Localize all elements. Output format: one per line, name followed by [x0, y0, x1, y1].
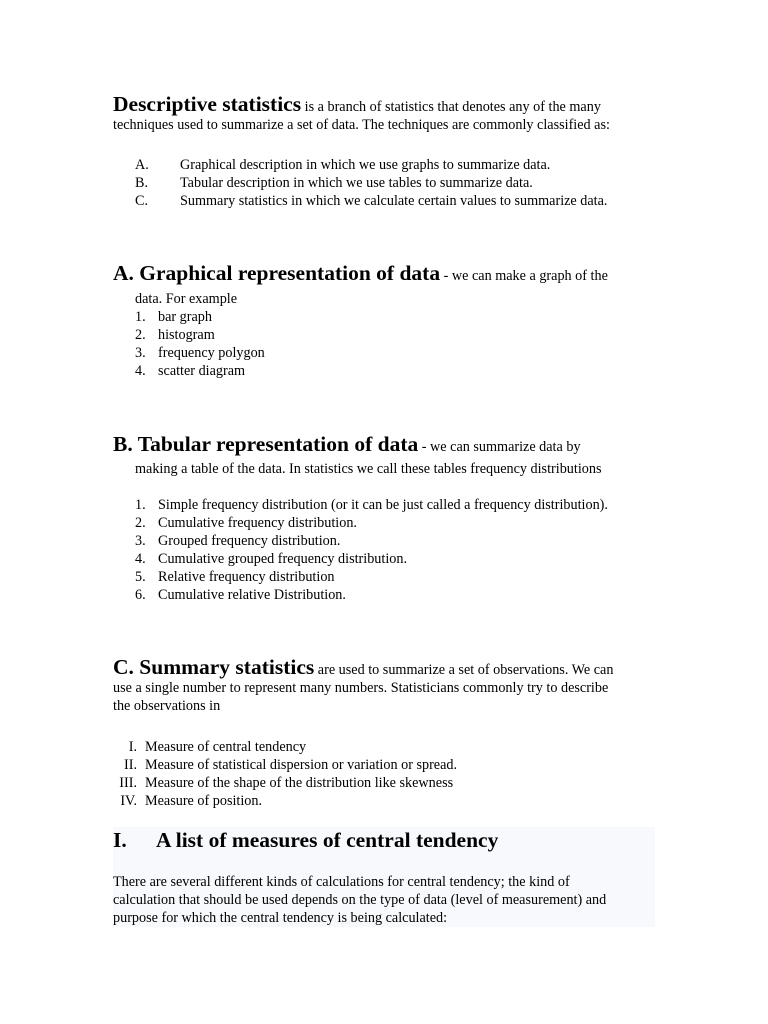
list-text: Cumulative frequency distribution.	[158, 515, 357, 531]
heading-number: I.	[113, 828, 127, 852]
list-text: Measure of the shape of the distribution like skewness	[145, 775, 454, 791]
list-marker: 1.	[135, 309, 146, 325]
list-item	[111, 774, 457, 792]
list-text: scatter diagram	[158, 363, 246, 379]
central-tendency-heading	[113, 826, 498, 854]
list-text: Measure of position.	[145, 793, 263, 809]
list-text: Measure of central tendency	[145, 739, 307, 755]
intro-text-line2: techniques used to summarize a set of data. The techniques are commonly classified as:	[113, 117, 610, 133]
list-text: Cumulative grouped frequency distribution.	[158, 551, 408, 567]
list-text: Measure of statistical dispersion or variation or spread.	[145, 757, 458, 773]
list-marker: 4.	[135, 551, 146, 567]
section-a-paragraph	[113, 261, 653, 285]
list-marker: B.	[135, 175, 149, 191]
list-text: Grouped frequency distribution.	[158, 533, 341, 549]
list-marker: 2.	[135, 327, 146, 343]
heading-text: A list of measures of central tendency	[156, 828, 499, 852]
list-item	[135, 550, 608, 568]
list-text: Graphical description in which we use graphs to summarize data.	[180, 157, 551, 173]
list-item	[111, 792, 457, 810]
list-text: Simple frequency distribution (or it can be just called a frequency distribution).	[158, 497, 608, 513]
list-item	[135, 174, 607, 192]
list-marker: 4.	[135, 363, 146, 379]
list-marker: III.	[119, 775, 137, 791]
section-a-list	[135, 308, 265, 380]
list-marker: 5.	[135, 569, 146, 585]
central-tendency-text-line1: There are several different kinds of calculations for central tendency; the kind of	[113, 874, 570, 890]
list-text: bar graph	[158, 309, 212, 325]
section-a-text-line1: - we can make a graph of the	[440, 268, 608, 284]
list-text: Summary statistics in which we calculate certain values to summarize data.	[180, 193, 608, 209]
intro-term: Descriptive statistics	[113, 92, 302, 116]
section-b-text-line1: - we can summarize data by	[418, 439, 581, 455]
section-c-text-line1: are used to summarize a set of observations. We can	[314, 662, 614, 678]
list-marker: 3.	[135, 533, 146, 549]
section-c-text-line3: the observations in	[113, 698, 221, 714]
list-item	[135, 308, 265, 326]
section-c-list	[111, 738, 457, 810]
list-item	[111, 756, 457, 774]
section-a-text-line2: data. For example	[135, 291, 238, 307]
central-tendency-text-line3: purpose for which the central tendency is being calculated:	[113, 910, 448, 926]
list-item	[135, 532, 608, 550]
list-item	[135, 568, 608, 586]
section-c-text-line2: use a single number to represent many numbers. Statisticians commonly try to describe	[113, 680, 609, 696]
section-b-text-line2: making a table of the data. In statistics we call these tables frequency distributions	[135, 461, 602, 477]
list-marker: IV.	[120, 793, 137, 809]
list-marker: 2.	[135, 515, 146, 531]
list-marker: 3.	[135, 345, 146, 361]
list-item	[135, 344, 265, 362]
list-marker: I.	[128, 739, 137, 755]
list-text: Tabular description in which we use tables to summarize data.	[180, 175, 533, 191]
section-b-paragraph	[113, 432, 653, 456]
section-c-heading: C. Summary statistics	[113, 655, 315, 679]
list-text: Relative frequency distribution	[158, 569, 335, 585]
list-marker: A.	[135, 157, 149, 173]
central-tendency-text-line2: calculation that should be used depends on the type of data (level of measurement) and	[113, 892, 607, 908]
intro-text-line1: is a branch of statistics that denotes any of the many	[301, 99, 601, 115]
list-item	[135, 192, 607, 210]
list-item	[135, 326, 265, 344]
list-item	[135, 496, 608, 514]
list-item	[135, 514, 608, 532]
list-marker: C.	[135, 193, 149, 209]
list-marker: II.	[124, 757, 137, 773]
section-b-list	[135, 496, 608, 604]
list-item	[135, 586, 608, 604]
intro-paragraph	[113, 92, 653, 134]
list-item	[135, 156, 607, 174]
intro-list	[135, 156, 607, 210]
list-marker: 6.	[135, 587, 146, 603]
list-marker: 1.	[135, 497, 146, 513]
central-tendency-paragraph	[113, 873, 643, 927]
list-text: frequency polygon	[158, 345, 265, 361]
list-item	[135, 362, 265, 380]
section-a-heading: A. Graphical representation of data	[113, 261, 441, 285]
list-item	[111, 738, 457, 756]
section-c-paragraph	[113, 655, 653, 715]
list-text: histogram	[158, 327, 215, 343]
list-text: Cumulative relative Distribution.	[158, 587, 346, 603]
section-b-heading: B. Tabular representation of data	[113, 432, 419, 456]
